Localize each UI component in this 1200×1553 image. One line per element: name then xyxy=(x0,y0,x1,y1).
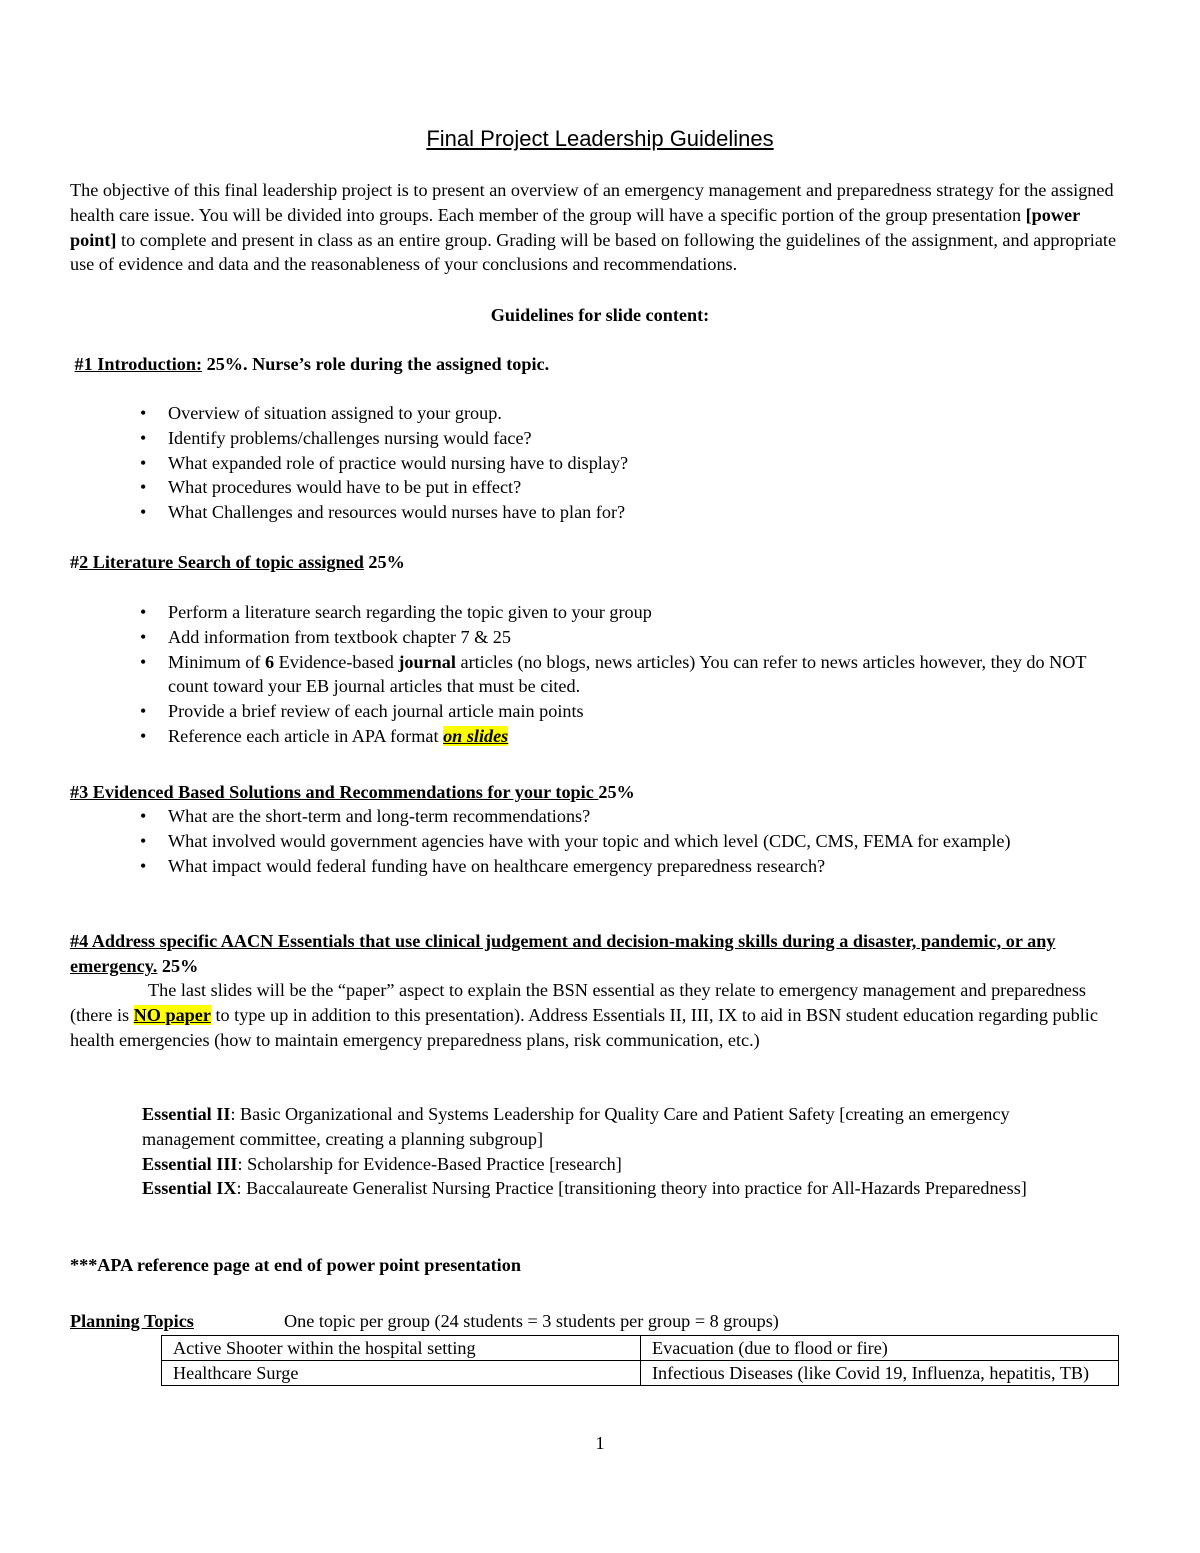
list-item: • What expanded role of practice would nursing have to display? xyxy=(70,451,1130,476)
list-item xyxy=(70,724,1130,749)
section4-text-1: The last slides will be the “paper” aspect to explain the BSN essential as they relate to emergency management and preparedness (there is xyxy=(70,980,1087,1025)
table-cell: Active Shooter within the hospital setting xyxy=(162,1336,641,1361)
section4-heading-rest: 25% xyxy=(157,955,199,976)
section1-heading-underlined: #1 Introduction: xyxy=(74,354,203,374)
essential-label: Essential III xyxy=(142,1153,238,1174)
section1-heading xyxy=(70,352,1130,377)
list-item: • What involved would government agencies have with your topic and which level (CDC, CMS, FEMA for example) xyxy=(70,829,1130,854)
list-item xyxy=(70,650,1130,700)
essential-text: : Baccalaureate Generalist Nursing Practice [transitioning theory into practice for All-Hazards Preparedness] xyxy=(236,1178,1027,1199)
list-item: • Perform a literature search regarding the topic given to your group xyxy=(70,600,1130,625)
section4-text-2: to type up in addition to this presentation). Address Essentials II, III, IX to aid in BSN student education regarding public health emergencies (how to maintain emergency preparedness plans, risk communication, etc.) xyxy=(70,1004,1098,1050)
essentials-list xyxy=(142,1102,1102,1201)
highlighted-text: on slides xyxy=(443,725,509,746)
list-item: • Add information from textbook chapter 7 & 25 xyxy=(70,625,1130,650)
section1-heading-rest: 25%. Nurse’s role during the assigned topic. xyxy=(202,354,550,374)
section2-list xyxy=(70,600,1130,749)
table-cell: Evacuation (due to flood or fire) xyxy=(641,1336,1119,1361)
list-item: • What impact would federal funding have on healthcare emergency preparedness research? xyxy=(70,854,1130,879)
section2-heading-pre: # xyxy=(70,552,80,572)
guidelines-heading xyxy=(70,303,1130,328)
topics-table xyxy=(161,1335,1119,1386)
item-text: Evidence-based xyxy=(274,651,399,672)
guidelines-heading-text: Guidelines for slide content: xyxy=(490,305,710,325)
table-cell: Healthcare Surge xyxy=(162,1361,641,1386)
section4-heading xyxy=(70,929,1100,979)
page-number: 1 xyxy=(595,1433,605,1453)
apa-note-text: ***APA reference page at end of power point presentation xyxy=(70,1255,521,1275)
section1-list xyxy=(70,401,1130,525)
list-item: • What procedures would have to be put in effect? xyxy=(70,475,1130,500)
table-row xyxy=(162,1361,1119,1386)
table-row xyxy=(162,1336,1119,1361)
intro-text-2: to complete and present in class as an entire group. Grading will be based on following the guidelines of the assignment, and appropriate use of evidence and data and the reasonableness of your conclusions and recommendations. xyxy=(70,229,1117,275)
essential-label: Essential II xyxy=(142,1104,231,1124)
intro-bold: [power point] xyxy=(70,204,1080,250)
section2-heading xyxy=(70,550,1130,575)
section2-heading-rest: 25% xyxy=(363,552,405,572)
section3-heading xyxy=(70,780,1130,805)
item-bold: journal xyxy=(398,651,456,672)
essential-text: : Basic Organizational and Systems Leadership for Quality Care and Patient Safety [creating an emergency management committee, creating a planning subgroup] xyxy=(142,1104,1010,1149)
section3-heading-rest: 25% xyxy=(598,782,635,802)
essential-item xyxy=(142,1102,1102,1152)
highlighted-text: NO paper xyxy=(133,1004,211,1025)
list-item: • Provide a brief review of each journal article main points xyxy=(70,699,1130,724)
item-bold: 6 xyxy=(265,651,275,672)
section3-heading-underlined: #3 Evidenced Based Solutions and Recommendations for your topic xyxy=(70,782,599,802)
essential-text: : Scholarship for Evidence-Based Practice [research] xyxy=(237,1153,622,1174)
essential-item xyxy=(142,1176,1102,1201)
list-item: • Overview of situation assigned to your group. xyxy=(70,401,1130,426)
item-text: Minimum of xyxy=(168,651,266,672)
list-item: • What Challenges and resources would nurses have to plan for? xyxy=(70,500,1130,525)
item-text: Reference each article in APA format xyxy=(168,725,444,746)
table-cell: Infectious Diseases (like Covid 19, Influenza, hepatitis, TB) xyxy=(641,1361,1119,1386)
apa-note xyxy=(70,1253,1130,1278)
intro-paragraph xyxy=(70,178,1130,277)
planning-topics xyxy=(70,1309,779,1334)
essential-item xyxy=(142,1152,1102,1177)
section2-heading-underlined: 2 Literature Search of topic assigned xyxy=(79,552,364,572)
list-item: • What are the short-term and long-term recommendations? xyxy=(70,804,1130,829)
planning-label: Planning Topics xyxy=(70,1311,194,1331)
item-text: articles (no blogs, news articles) You can refer to news articles however, they do NOT count toward your EB journal articles that must be cited. xyxy=(168,651,1087,697)
essential-label: Essential IX xyxy=(142,1178,237,1199)
section3-list xyxy=(70,804,1130,878)
list-item: • Identify problems/challenges nursing would face? xyxy=(70,426,1130,451)
section4-heading-underlined: #4 Address specific AACN Essentials that use clinical judgement and decision-making skills during a disaster, pandemic, or any emergency. xyxy=(70,931,1056,976)
intro-text-1: The objective of this final leadership project is to present an overview of an emergency management and preparedness strategy for the assigned health care issue. You will be divided into groups. Each member of the group will have a specific portion of the group presentation xyxy=(70,180,1114,225)
section4-body xyxy=(70,978,1130,1052)
planning-description: One topic per group (24 students = 3 students per group = 8 groups) xyxy=(284,1311,779,1331)
document-title: Final Project Leadership Guidelines xyxy=(426,126,774,151)
